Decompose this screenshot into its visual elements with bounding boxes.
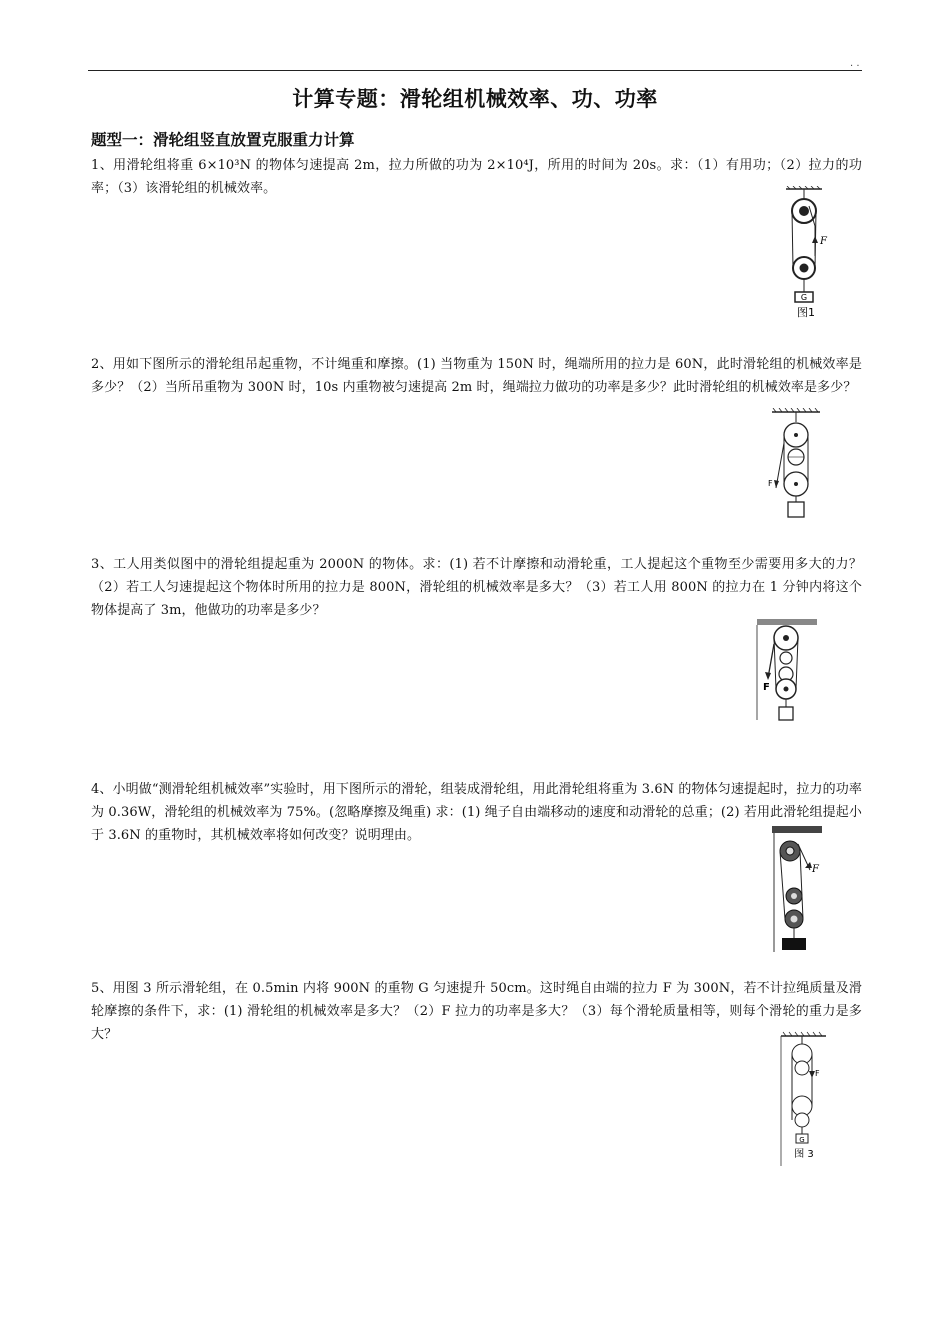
figure-3-force-label: F [763,682,770,693]
figure-5-caption: 图 3 [794,1149,814,1160]
figure-1-pulley-diagram [782,186,842,321]
figure-5-force-label: F [815,1069,820,1078]
figure-5-load-label: G [799,1136,805,1144]
question-5: 5、用图 3 所示滑轮组，在 0.5min 内将 900N 的重物 G 匀速提升 50cm。这时绳自由端的拉力 F 为 300N，若不计拉绳质量及滑轮摩擦的条件下，求：(1) 滑轮组的机械效率是多大？（2）F 拉力的功率是多大？（3）每个滑轮质量相等，则每个滑轮的重力是多大？ [91,981,862,1042]
question-2: 2、用如下图所示的滑轮组吊起重物，不计绳重和摩擦。(1) 当物重为 150N 时，绳端所用的拉力是 60N，此时滑轮组的机械效率是多少？（2）当所吊重物为 300N 时，10s 内重物被匀速提高 2m 时，绳端拉力做功的功率是多少？此时滑轮组的机械效率是多少？ [91,357,862,395]
figure-4-pulley-diagram [772,826,824,954]
question-1: 1、用滑轮组将重 6×10³N 的物体匀速提高 2m，拉力所做的功为 2×10⁴J，所用的时间为 20s。求：（1）有用功；（2）拉力的功率；（3）该滑轮组的机械效率。 [91,158,862,196]
figure-1-caption: 图1 [797,306,815,319]
corner-mark: . . [850,58,860,69]
page-title: 计算专题：滑轮组机械效率、功、功率 [292,87,658,111]
figure-2-force-label: F [768,479,773,488]
figure-1-load-label: G [800,293,808,302]
question-3: 3、工人用类似图中的滑轮组提起重为 2000N 的物体。求：(1) 若不计摩擦和动滑轮重，工人提起这个重物至少需要用多大的力？（2）若工人匀速提起这个物体时所用的拉力是 800N，滑轮组的机械效率是多大？（3）若工人用 800N 的拉力在 1 分钟内将这个物体提高了 3m，他做功的功率是多少？ [91,557,862,618]
figure-4-force-label: F [812,864,819,875]
figure-2-pulley-diagram [764,408,824,520]
section-title: 题型一：滑轮组竖直放置克服重力计算 [91,131,355,149]
question-4: 4、小明做“测滑轮组机械效率”实验时，用下图所示的滑轮，组装成滑轮组，用此滑轮组将重为 3.6N 的物体匀速提起时，拉力的功率为 0.36W，滑轮组的机械效率为 75%。(忽略摩擦及绳重) 求：(1) 绳子自由端移动的速度和动滑轮的总重；(2) 若用此滑轮组提起小于 3.6N 的重物时，其机械效率将如何改变？说明理由。 [91,782,862,843]
figure-3-pulley-diagram [754,616,820,722]
header-rule [88,70,862,71]
figure-1-force-label: F [820,236,827,247]
figure-5-pulley-diagram [778,1028,832,1168]
